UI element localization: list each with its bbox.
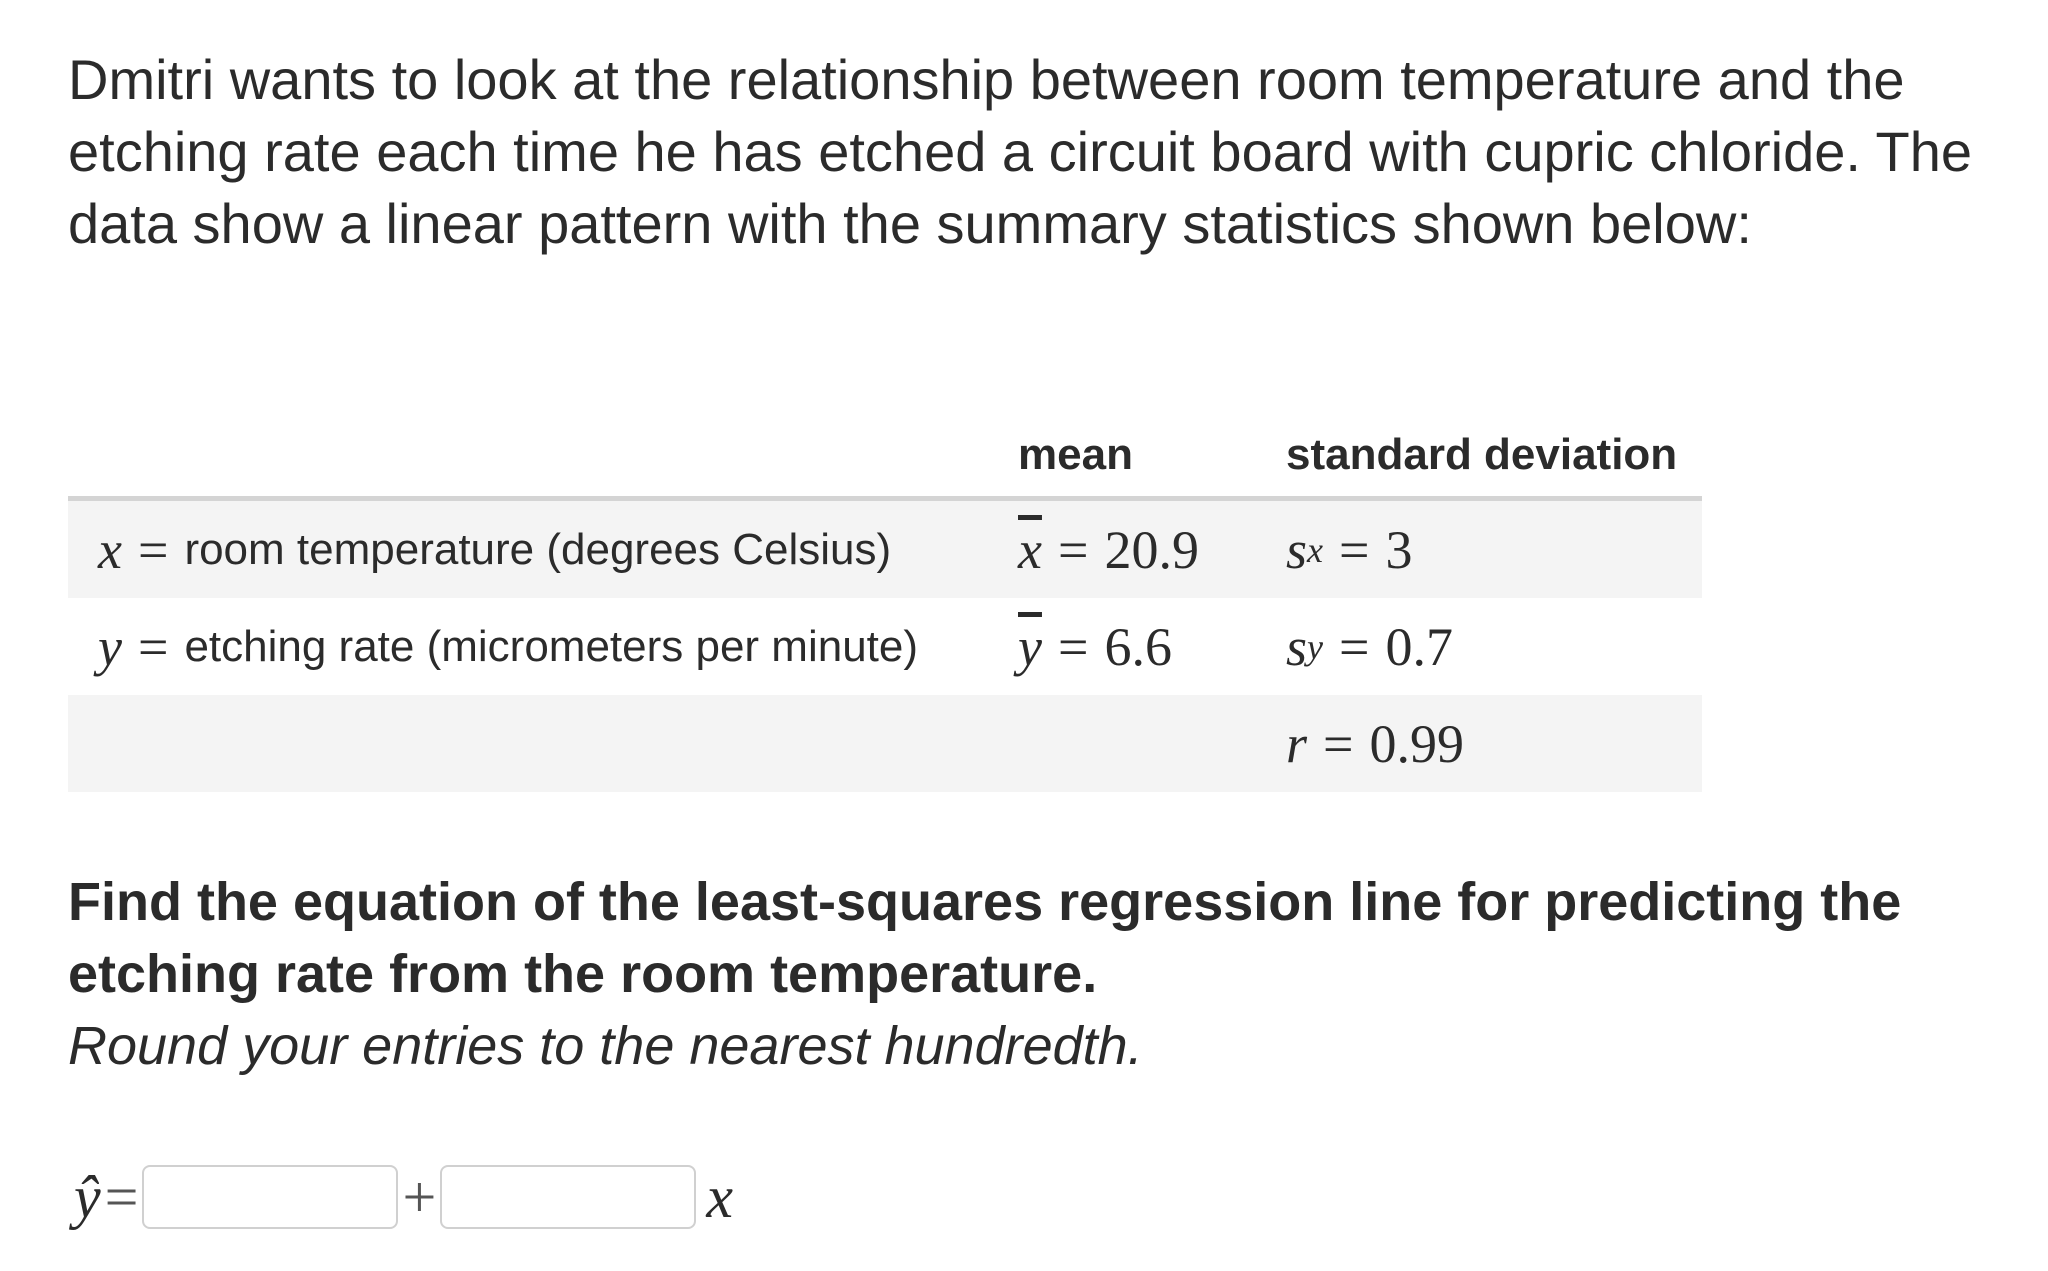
x-sd-value: 3	[1385, 519, 1413, 580]
y-sd-value: 0.7	[1385, 616, 1453, 677]
correlation	[1286, 695, 1464, 792]
r-symbol: r	[1286, 713, 1308, 774]
equals-sign: =	[1057, 616, 1089, 677]
var-x: x	[98, 519, 122, 580]
header-mean: mean	[1018, 430, 1133, 479]
y-bar: $\overline{y}$	[1018, 616, 1042, 677]
y-mean-value: 6.6	[1104, 616, 1172, 677]
row-y-label	[98, 598, 918, 695]
equals-sign: =	[137, 519, 169, 580]
question-prompt: Find the equation of the least-squares regression line for predicting the etching rate from the room temperature.	[68, 872, 1902, 1004]
row-x-description: room temperature (degrees Celsius)	[184, 524, 892, 574]
answer-equals: =	[104, 1163, 139, 1230]
header-standard-deviation: standard deviation	[1286, 430, 1678, 479]
summary-statistics-table	[68, 420, 1702, 792]
row-y-mean	[1018, 598, 1172, 695]
equals-sign: =	[137, 616, 169, 677]
s-symbol: s	[1286, 519, 1308, 580]
s-symbol: s	[1286, 616, 1308, 677]
table-header	[68, 420, 1702, 501]
r-value: 0.99	[1369, 713, 1464, 774]
x-mean-value: 20.9	[1104, 519, 1199, 580]
var-y: y	[98, 616, 122, 677]
x-bar: $\overline{x}$	[1018, 519, 1042, 580]
row-x-label	[98, 501, 891, 598]
row-x-sd	[1286, 501, 1412, 598]
s-subscript-x: x	[1307, 529, 1323, 570]
slope-input[interactable]	[440, 1165, 696, 1229]
s-subscript-y: y	[1307, 626, 1323, 667]
row-y-sd	[1286, 598, 1453, 695]
table-row-r	[68, 695, 1702, 792]
table-row-y	[68, 598, 1702, 695]
rounding-instruction: Round your entries to the nearest hundredth.	[68, 1016, 1143, 1076]
y-hat: ŷ	[74, 1163, 101, 1230]
table-row-x	[68, 501, 1702, 598]
intercept-input[interactable]	[142, 1165, 398, 1229]
regression-answer	[68, 1160, 733, 1234]
equals-sign: =	[1057, 519, 1089, 580]
equals-sign: =	[1339, 616, 1370, 677]
answer-x: x	[706, 1163, 733, 1230]
row-x-mean	[1018, 501, 1199, 598]
equals-sign: =	[1323, 713, 1354, 774]
answer-plus: +	[402, 1163, 437, 1230]
problem-intro: Dmitri wants to look at the relationship between room temperature and the etching rate each time he has etched a circuit board with cupric chloride. The data show a linear pattern with the summary statistics shown below:	[68, 48, 1972, 255]
row-y-description: etching rate (micrometers per minute)	[184, 621, 919, 671]
equals-sign: =	[1339, 519, 1370, 580]
